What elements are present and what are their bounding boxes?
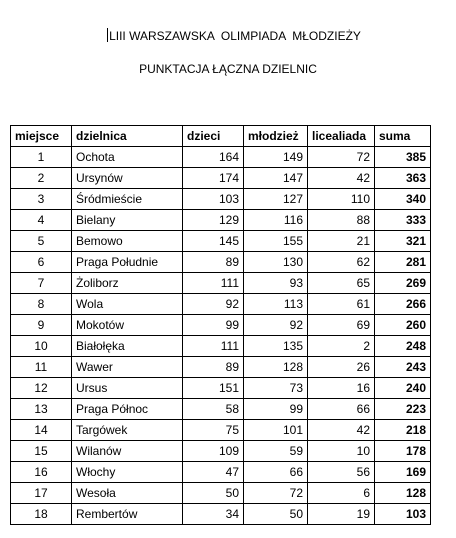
cell-mlodziez: 50 — [244, 504, 308, 525]
cell-dzielnica: Ochota — [72, 147, 183, 168]
cell-suma: 223 — [375, 399, 431, 420]
cell-mlodziez: 73 — [244, 378, 308, 399]
cell-licealiada: 61 — [308, 294, 375, 315]
cell-miejsce: 17 — [11, 483, 72, 504]
cell-miejsce: 3 — [11, 189, 72, 210]
table-row — [11, 168, 431, 189]
cell-miejsce: 1 — [11, 147, 72, 168]
cell-miejsce: 9 — [11, 315, 72, 336]
table-row — [11, 294, 431, 315]
cell-miejsce: 5 — [11, 231, 72, 252]
cell-suma: 243 — [375, 357, 431, 378]
table-row — [11, 210, 431, 231]
cell-dzielnica: Bielany — [72, 210, 183, 231]
cell-mlodziez: 66 — [244, 462, 308, 483]
column-header-mlodziez: młodzież — [244, 126, 308, 147]
cell-suma: 240 — [375, 378, 431, 399]
cell-licealiada: 110 — [308, 189, 375, 210]
cell-miejsce: 13 — [11, 399, 72, 420]
cell-dzieci: 129 — [183, 210, 244, 231]
cell-mlodziez: 93 — [244, 273, 308, 294]
cell-suma: 248 — [375, 336, 431, 357]
column-header-suma: suma — [375, 126, 431, 147]
cell-mlodziez: 99 — [244, 399, 308, 420]
cell-suma: 103 — [375, 504, 431, 525]
cell-licealiada: 66 — [308, 399, 375, 420]
cell-dzielnica: Ursus — [72, 378, 183, 399]
cell-mlodziez: 72 — [244, 483, 308, 504]
table-row — [11, 462, 431, 483]
cell-miejsce: 11 — [11, 357, 72, 378]
cell-suma: 340 — [375, 189, 431, 210]
table-row — [11, 273, 431, 294]
cell-dzieci: 111 — [183, 336, 244, 357]
cell-licealiada: 72 — [308, 147, 375, 168]
cell-mlodziez: 116 — [244, 210, 308, 231]
cell-dzieci: 109 — [183, 441, 244, 462]
cell-licealiada: 26 — [308, 357, 375, 378]
cell-dzielnica: Białołęka — [72, 336, 183, 357]
cell-licealiada: 42 — [308, 168, 375, 189]
cell-miejsce: 14 — [11, 420, 72, 441]
cell-licealiada: 88 — [308, 210, 375, 231]
cell-suma: 266 — [375, 294, 431, 315]
table-row — [11, 189, 431, 210]
cell-mlodziez: 101 — [244, 420, 308, 441]
cell-dzieci: 151 — [183, 378, 244, 399]
cell-miejsce: 6 — [11, 252, 72, 273]
table-body — [11, 147, 431, 525]
cell-dzieci: 50 — [183, 483, 244, 504]
cell-mlodziez: 135 — [244, 336, 308, 357]
cell-licealiada: 65 — [308, 273, 375, 294]
cell-licealiada: 6 — [308, 483, 375, 504]
cell-dzieci: 34 — [183, 504, 244, 525]
cell-dzieci: 103 — [183, 189, 244, 210]
cell-miejsce: 2 — [11, 168, 72, 189]
cell-dzielnica: Wilanów — [72, 441, 183, 462]
cell-dzielnica: Praga Południe — [72, 252, 183, 273]
cell-miejsce: 18 — [11, 504, 72, 525]
results-table — [10, 125, 431, 525]
cell-dzieci: 47 — [183, 462, 244, 483]
cell-suma: 218 — [375, 420, 431, 441]
table-row — [11, 231, 431, 252]
table-row — [11, 483, 431, 504]
cell-dzielnica: Wesoła — [72, 483, 183, 504]
cell-mlodziez: 155 — [244, 231, 308, 252]
document-title — [6, 28, 456, 43]
cell-mlodziez: 113 — [244, 294, 308, 315]
cell-miejsce: 16 — [11, 462, 72, 483]
column-header-licealiada: licealiada — [308, 126, 375, 147]
cell-miejsce: 15 — [11, 441, 72, 462]
cell-suma: 281 — [375, 252, 431, 273]
cell-dzielnica: Żoliborz — [72, 273, 183, 294]
cell-mlodziez: 130 — [244, 252, 308, 273]
cell-miejsce: 8 — [11, 294, 72, 315]
table-row — [11, 441, 431, 462]
cell-mlodziez: 92 — [244, 315, 308, 336]
cell-licealiada: 19 — [308, 504, 375, 525]
table-row — [11, 336, 431, 357]
cell-mlodziez: 147 — [244, 168, 308, 189]
table-row — [11, 504, 431, 525]
cell-dzielnica: Praga Północ — [72, 399, 183, 420]
cell-dzieci: 92 — [183, 294, 244, 315]
cell-suma: 269 — [375, 273, 431, 294]
cell-mlodziez: 149 — [244, 147, 308, 168]
cell-dzieci: 111 — [183, 273, 244, 294]
cell-mlodziez: 127 — [244, 189, 308, 210]
cell-licealiada: 16 — [308, 378, 375, 399]
table-row — [11, 420, 431, 441]
cell-dzielnica: Śródmieście — [72, 189, 183, 210]
cell-dzielnica: Targówek — [72, 420, 183, 441]
table-row — [11, 252, 431, 273]
cell-dzielnica: Mokotów — [72, 315, 183, 336]
cell-suma: 321 — [375, 231, 431, 252]
cell-licealiada: 10 — [308, 441, 375, 462]
cell-suma: 333 — [375, 210, 431, 231]
cell-miejsce: 12 — [11, 378, 72, 399]
cell-dzieci: 58 — [183, 399, 244, 420]
cell-dzielnica: Wola — [72, 294, 183, 315]
cell-suma: 169 — [375, 462, 431, 483]
cell-miejsce: 7 — [11, 273, 72, 294]
cell-licealiada: 62 — [308, 252, 375, 273]
cell-suma: 128 — [375, 483, 431, 504]
cell-licealiada: 56 — [308, 462, 375, 483]
table-row — [11, 399, 431, 420]
cell-suma: 178 — [375, 441, 431, 462]
cell-dzieci: 145 — [183, 231, 244, 252]
cell-licealiada: 21 — [308, 231, 375, 252]
cell-dzielnica: Włochy — [72, 462, 183, 483]
table-row — [11, 357, 431, 378]
table-header-row — [11, 126, 431, 147]
text-cursor — [107, 28, 108, 42]
cell-licealiada: 42 — [308, 420, 375, 441]
cell-dzielnica: Wawer — [72, 357, 183, 378]
cell-dzieci: 99 — [183, 315, 244, 336]
cell-suma: 385 — [375, 147, 431, 168]
document-title-text: LIII WARSZAWSKA OLIMPIADA MŁODZIEŻY — [109, 29, 361, 43]
cell-licealiada: 2 — [308, 336, 375, 357]
table-row — [11, 315, 431, 336]
cell-dzieci: 174 — [183, 168, 244, 189]
cell-dzieci: 89 — [183, 252, 244, 273]
cell-dzieci: 75 — [183, 420, 244, 441]
document-subtitle: PUNKTACJA ŁĄCZNA DZIELNIC — [139, 62, 317, 76]
cell-mlodziez: 59 — [244, 441, 308, 462]
cell-dzielnica: Rembertów — [72, 504, 183, 525]
cell-dzielnica: Bemowo — [72, 231, 183, 252]
cell-licealiada: 69 — [308, 315, 375, 336]
table-row — [11, 147, 431, 168]
cell-miejsce: 4 — [11, 210, 72, 231]
cell-suma: 260 — [375, 315, 431, 336]
column-header-miejsce: miejsce — [11, 126, 72, 147]
cell-dzieci: 164 — [183, 147, 244, 168]
cell-dzielnica: Ursynów — [72, 168, 183, 189]
column-header-dzielnica: dzielnica — [72, 126, 183, 147]
cell-suma: 363 — [375, 168, 431, 189]
column-header-dzieci: dzieci — [183, 126, 244, 147]
cell-mlodziez: 128 — [244, 357, 308, 378]
cell-miejsce: 10 — [11, 336, 72, 357]
cell-dzieci: 89 — [183, 357, 244, 378]
table-row — [11, 378, 431, 399]
